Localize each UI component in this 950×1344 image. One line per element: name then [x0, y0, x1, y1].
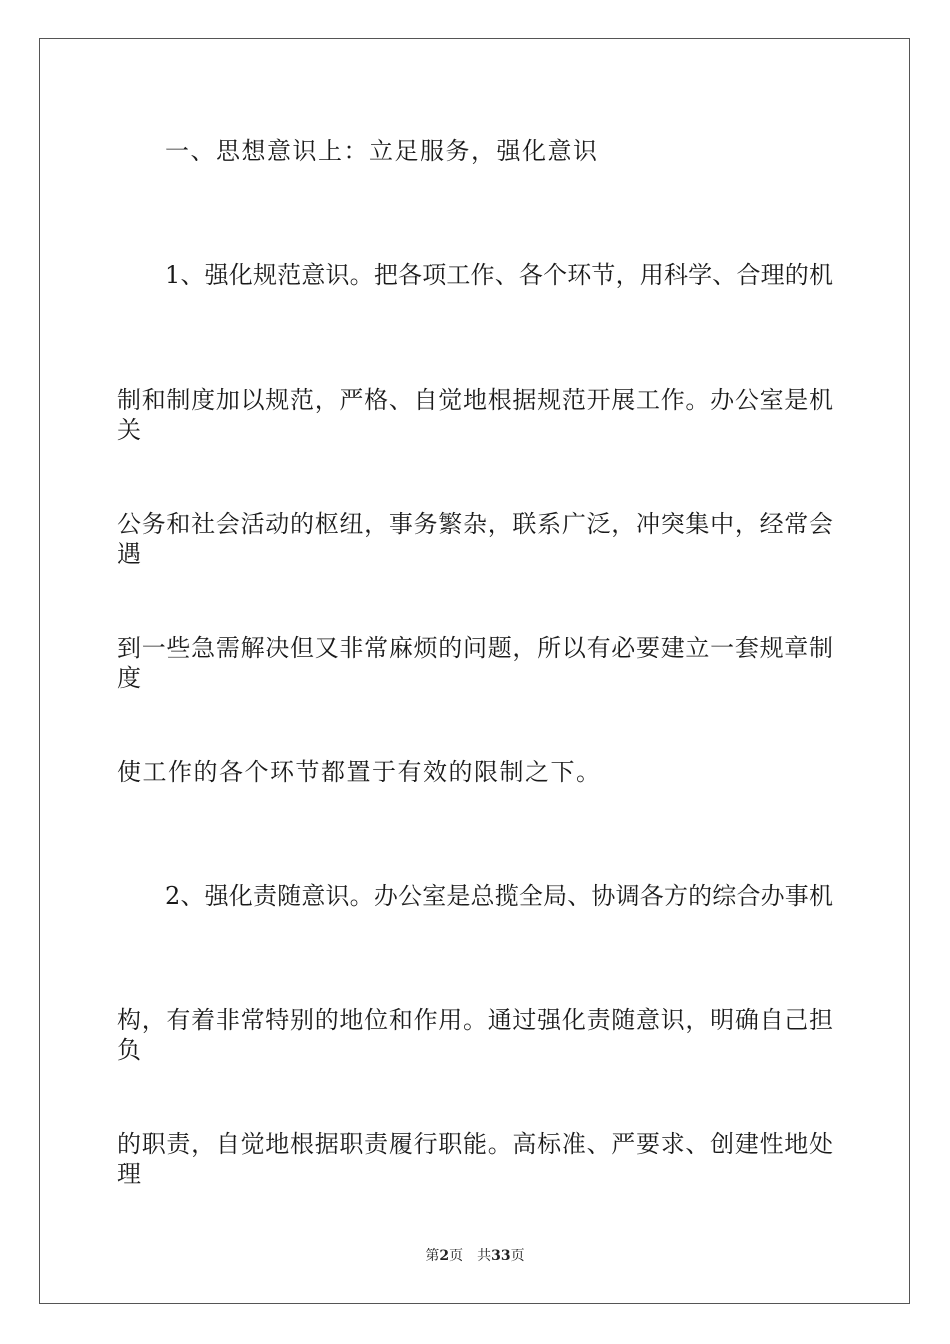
footer-total-pages: 33: [491, 1248, 511, 1264]
paragraph-2-line-2: 构，有着非常特别的地位和作用。通过强化责随意识，明确自己担负: [117, 1006, 833, 1064]
footer-page-number: 2: [439, 1248, 450, 1264]
footer-page-suffix: 页: [449, 1248, 464, 1264]
footer-total-suffix: 页: [510, 1248, 525, 1264]
footer-total-prefix: 共: [477, 1248, 492, 1264]
paragraph-1-line-4: 到一些急需解决但又非常麻烦的问题，所以有必要建立一套规章制度: [117, 634, 833, 692]
section-heading: 一、思想意识上：立足服务，强化意识: [165, 137, 599, 165]
paragraph-1-line-3: 公务和社会活动的枢纽，事务繁杂，联系广泛，冲突集中，经常会遇: [117, 510, 833, 568]
page-footer: [0, 1247, 950, 1265]
paragraph-2-line-1: 2、强化责随意识。办公室是总揽全局、协调各方的综合办事机: [165, 882, 833, 910]
footer-page-prefix: 第: [425, 1248, 440, 1264]
paragraph-1-line-1: 1、强化规范意识。把各项工作、各个环节，用科学、合理的机: [165, 261, 833, 289]
paragraph-1-line-2: 制和制度加以规范，严格、自觉地根据规范开展工作。办公室是机关: [117, 386, 833, 444]
paragraph-2-line-3: 的职责，自觉地根据职责履行职能。高标准、严要求、创建性地处理: [117, 1130, 833, 1188]
paragraph-1-line-5: 使工作的各个环节都置于有效的限制之下。: [117, 758, 602, 786]
